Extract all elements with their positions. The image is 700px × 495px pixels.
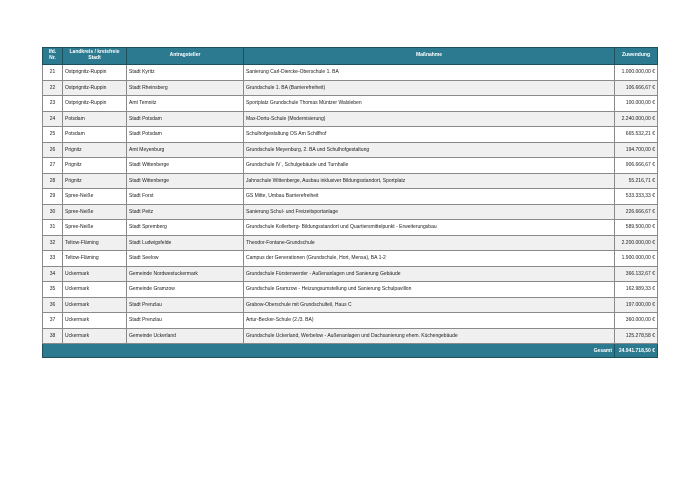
cell-landkreis: Teltow-Fläming [63,251,127,267]
cell-nr: 33 [43,251,63,267]
cell-nr: 29 [43,189,63,205]
cell-massnahme: Grundschule Meyenburg, 2. BA und Schulhofgestaltung [244,142,615,158]
total-value: 24.941.718,50 € [615,344,658,358]
cell-nr: 38 [43,328,63,344]
cell-landkreis: Uckermark [63,313,127,329]
cell-massnahme: Artur-Becker-Schule (2./3. BA) [244,313,615,329]
cell-massnahme: Jahnschule Wittenberge, Ausbau inklusiver Bildungsstandort, Sportplatz [244,173,615,189]
header-antragsteller: Antragsteller [127,48,244,65]
cell-nr: 27 [43,158,63,174]
cell-nr: 25 [43,127,63,143]
cell-zuwendung: 55.216,71 € [615,173,658,189]
cell-massnahme: Grundschule 1. BA (Barrierefreiheit) [244,80,615,96]
cell-antragsteller: Gemeinde Uckerland [127,328,244,344]
total-label: Gesamt [43,344,615,358]
cell-landkreis: Potsdam [63,127,127,143]
cell-massnahme: Grundschule IV , Schulgebäude und Turnhalle [244,158,615,174]
cell-massnahme: Grundschule Fürstenwerder - Außenanlagen und Sanierung Gebäude [244,266,615,282]
cell-zuwendung: 360.000,00 € [615,313,658,329]
total-row [43,344,658,358]
cell-nr: 37 [43,313,63,329]
cell-antragsteller: Stadt Spremberg [127,220,244,236]
cell-landkreis: Spree-Neiße [63,189,127,205]
cell-massnahme: Campus der Generationen (Grundschule, Hort, Mensa), BA 1-2 [244,251,615,267]
cell-antragsteller: Stadt Kyritz [127,65,244,81]
table-row [43,127,658,143]
cell-massnahme: Sanierung Carl-Diercke-Oberschule 1. BA [244,65,615,81]
cell-landkreis: Uckermark [63,282,127,298]
table-row [43,173,658,189]
cell-antragsteller: Gemeinde Gramzow [127,282,244,298]
cell-massnahme: GS Mitte, Umbau Barrierefreiheit [244,189,615,205]
table-row [43,65,658,81]
cell-landkreis: Spree-Neiße [63,204,127,220]
cell-antragsteller: Amt Meyenburg [127,142,244,158]
cell-landkreis: Prignitz [63,158,127,174]
cell-zuwendung: 533.333,33 € [615,189,658,205]
table-row [43,142,658,158]
table-row [43,251,658,267]
cell-antragsteller: Stadt Prenzlau [127,313,244,329]
cell-nr: 26 [43,142,63,158]
cell-massnahme: Theodor-Fontane-Grundschule [244,235,615,251]
cell-antragsteller: Stadt Seelow [127,251,244,267]
cell-landkreis: Ostprignitz-Ruppin [63,80,127,96]
cell-landkreis: Uckermark [63,266,127,282]
cell-nr: 36 [43,297,63,313]
table-body [43,65,658,344]
cell-zuwendung: 906.666,67 € [615,158,658,174]
table-row [43,158,658,174]
cell-antragsteller: Stadt Potsdam [127,127,244,143]
cell-massnahme: Grundschule Kollerberg- Bildungsstandort und Quartiersmittelpunkt - Erweiterungsbau [244,220,615,236]
table-row [43,282,658,298]
header-landkreis: Landkreis / kreisfreie Stadt [63,48,127,65]
cell-antragsteller: Stadt Peitz [127,204,244,220]
cell-zuwendung: 162.989,33 € [615,282,658,298]
cell-antragsteller: Stadt Forst [127,189,244,205]
cell-zuwendung: 589.500,00 € [615,220,658,236]
header-nr: lfd. Nr. [43,48,63,65]
cell-zuwendung: 197.000,00 € [615,297,658,313]
cell-zuwendung: 125.278,58 € [615,328,658,344]
header-massnahme: Maßnahme [244,48,615,65]
cell-massnahme: Sportplatz Grundschule Thomas Müntzer Walsleben [244,96,615,112]
table-row [43,328,658,344]
cell-zuwendung: 226.666,67 € [615,204,658,220]
table-row [43,204,658,220]
funding-table [42,47,658,358]
cell-antragsteller: Gemeinde Nordwestuckermark [127,266,244,282]
cell-massnahme: Sanierung Schul- und Freizeitsportanlage [244,204,615,220]
cell-nr: 28 [43,173,63,189]
cell-massnahme: Max-Dortu-Schule (Modernisierung) [244,111,615,127]
header-zuwendung: Zuwendung [615,48,658,65]
cell-zuwendung: 194.700,00 € [615,142,658,158]
cell-zuwendung: 1.000.000,00 € [615,65,658,81]
cell-nr: 35 [43,282,63,298]
cell-nr: 32 [43,235,63,251]
cell-massnahme: Grabow-Oberschule mit Grundschulteil, Haus C [244,297,615,313]
cell-zuwendung: 100.000,00 € [615,96,658,112]
cell-nr: 23 [43,96,63,112]
table-row [43,297,658,313]
cell-zuwendung: 2.240.000,00 € [615,111,658,127]
cell-nr: 34 [43,266,63,282]
cell-antragsteller: Amt Temnitz [127,96,244,112]
cell-antragsteller: Stadt Rheinsberg [127,80,244,96]
cell-landkreis: Ostprignitz-Ruppin [63,96,127,112]
cell-zuwendung: 366.132,67 € [615,266,658,282]
cell-massnahme: Grundschule Gramzow - Heizungsumstellung und Sanierung Schulpavillon [244,282,615,298]
cell-antragsteller: Stadt Prenzlau [127,297,244,313]
cell-antragsteller: Stadt Wittenberge [127,158,244,174]
cell-landkreis: Teltow-Fläming [63,235,127,251]
cell-landkreis: Uckermark [63,297,127,313]
cell-antragsteller: Stadt Wittenberge [127,173,244,189]
cell-landkreis: Uckermark [63,328,127,344]
cell-massnahme: Schulhofgestaltung OS Am Schilfhof [244,127,615,143]
table-row [43,313,658,329]
cell-zuwendung: 1.900.000,00 € [615,251,658,267]
cell-landkreis: Spree-Neiße [63,220,127,236]
cell-landkreis: Prignitz [63,173,127,189]
cell-antragsteller: Stadt Ludwigsfelde [127,235,244,251]
cell-nr: 21 [43,65,63,81]
table-row [43,111,658,127]
cell-landkreis: Ostprignitz-Ruppin [63,65,127,81]
cell-landkreis: Potsdam [63,111,127,127]
cell-nr: 31 [43,220,63,236]
cell-zuwendung: 665.532,21 € [615,127,658,143]
cell-massnahme: Grundschule Uckerland, Werbelow - Außenanlagen und Dachsanierung ehem. Küchengebäude [244,328,615,344]
cell-landkreis: Prignitz [63,142,127,158]
table-row [43,96,658,112]
table-header-row [43,48,658,65]
cell-nr: 30 [43,204,63,220]
cell-nr: 22 [43,80,63,96]
table-row [43,266,658,282]
table-row [43,80,658,96]
table-row [43,235,658,251]
table-row [43,189,658,205]
cell-zuwendung: 2.200.000,00 € [615,235,658,251]
cell-antragsteller: Stadt Potsdam [127,111,244,127]
cell-nr: 24 [43,111,63,127]
cell-zuwendung: 106.666,67 € [615,80,658,96]
table-row [43,220,658,236]
